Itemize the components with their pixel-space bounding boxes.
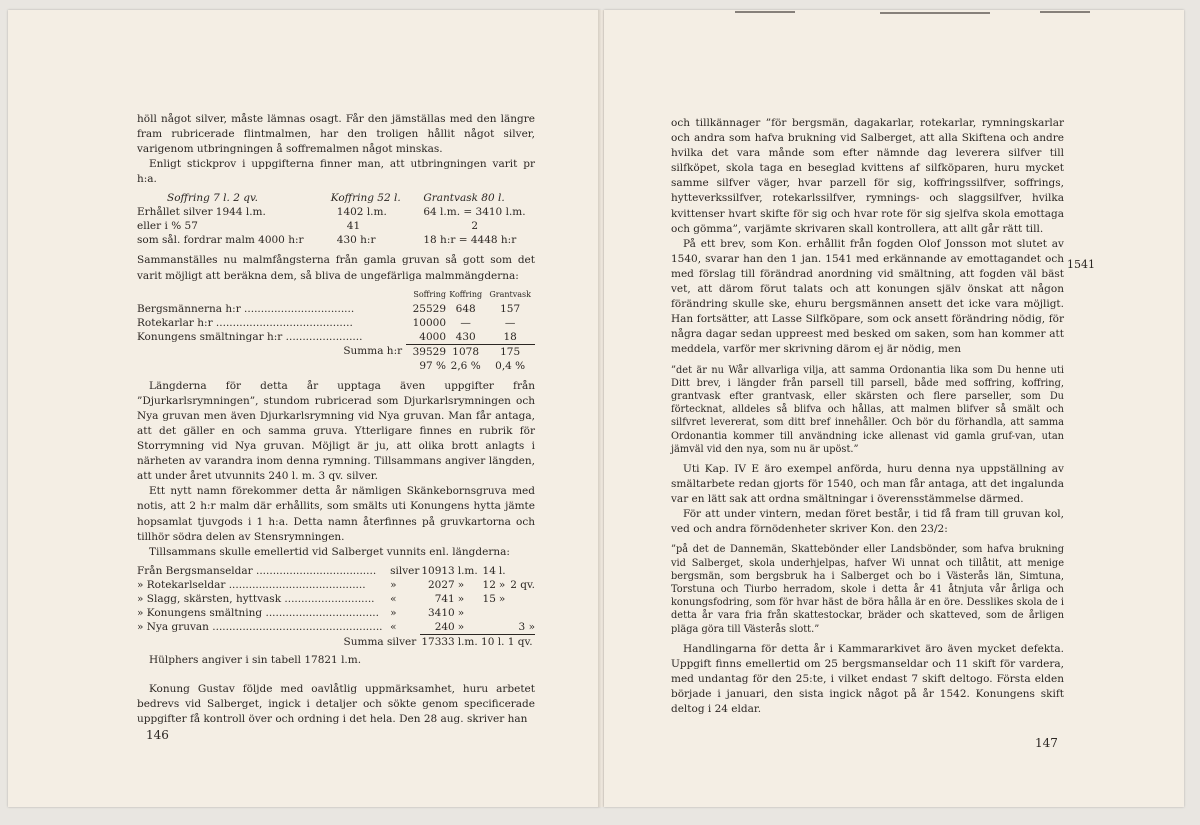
paragraph-intro: höll något silver, måste lämnas osagt. Får den jämställas med den längre fram rubricerade flintmalmen, har den troligen hållit något silver, varigenom utbringningen å soffremalmen något minskas. bbox=[137, 113, 535, 156]
table-cell: Erhållet silver 1944 l.m. bbox=[137, 206, 266, 219]
table-row-label: Från Bergsmanseldar .................................... bbox=[137, 564, 377, 577]
table-cell: — bbox=[504, 316, 516, 329]
quote-block-1: ”det är nu Wår allvarliga vilja, att samma Ordonantia lika som Du henne uti Ditt brev, i längder från parsell till parsell, både med soffring, koffring, grantvask efter grantvask, eller skärsten och flere parseller, som Du förtecknat, alldeles så blifva och hållas, att malmen blifver så smält och silfvret levererat, som ditt bref innehåller. Och bör du förhandla, att samma Ordonantia kommer till användning icke allenast vid gamla gruf-van, utan jämväl vid den nya, som nu är upöst.” bbox=[671, 364, 1064, 455]
page-edge-mark bbox=[735, 11, 795, 13]
table-cell: 648 bbox=[455, 302, 476, 315]
sum-cell: 17333 bbox=[421, 635, 455, 648]
paragraph-ettnytt: Ett nytt namn förekommer detta år nämligen Skänkebornsgruva med notis, att 2 h:r malm där erhållits, som smälts uti Konungens hytta jämte hopsamlat tjuvgods i 1 h:a. Detta namn återfinnes på gruvkartorna och tillhör södra delen av Stensrymningen. bbox=[137, 485, 535, 543]
table-cell: » bbox=[457, 578, 465, 591]
sum-cell: l.m. 10 l. 1 qv. bbox=[455, 634, 535, 649]
silver-total-table bbox=[137, 564, 535, 649]
paragraph-stickprov: Enligt stickprov i uppgifterna finner man, att utbringningen varit pr h:a. bbox=[137, 158, 535, 186]
table-row-label: » Konungens smältning .................................. bbox=[137, 606, 379, 619]
paragraph-2: På ett brev, som Kon. erhållit från fogden Olof Jonsson mot slutet av 1540, svarar han den 1 jan. 1541 med erkännande av emottagandet och med förslag till förändrad anordning vid smältning, att fogden väl bäst vet, att därom förut talats och att konungen själv önskat att någon förändring skulle ske, ehuru bergsmännen ansett det icke vara möjligt. Han fortsätter, att Lasse Silfköpare, som ock ansett förändring nödig, för några dagar sedan uppreest med besked om saken, som han kommer att meddela, varför mer skrivning därom ej är nödig, men bbox=[671, 237, 1064, 356]
table-cell: » bbox=[498, 592, 506, 605]
page-edge-mark bbox=[1040, 11, 1090, 13]
sum-cell: 39529 bbox=[406, 344, 446, 359]
quote-block-2: ”på det de Dannemän, Skattebönder eller Landsbönder, som hafva brukning vid Salberget, skola underhjelpas, hafver Wi unnat och tillåtit, att menige bergsmän, som bergsbruk ha i Salberget och bo i Västerås län, Simtuna, Torstuna och Tiurbo herradom, skole i detta år 41 åtnjuta vår årliga och konungsfodring, som för hvar häst de böra hålla är en öre. Desslikes skola de i detta år vara fria från skattestockar, bräder och skatteved, som de årligen pläga göra till Västerås slott.” bbox=[671, 544, 1064, 635]
table-cell: 64 l.m. = 3410 l.m. bbox=[423, 206, 526, 219]
table-cell: 741 bbox=[434, 592, 455, 605]
table-row-label: Konungens smältningar h:r ....................... bbox=[137, 330, 363, 343]
table-cell: 157 bbox=[500, 302, 521, 315]
table-cell: 3 » bbox=[518, 620, 535, 633]
sum-label: Summa silver bbox=[343, 635, 417, 648]
table-cell: l.m. bbox=[457, 564, 478, 577]
paragraph-hulphers: Hülphers angiver i sin tabell 17821 l.m. bbox=[149, 653, 362, 666]
table-cell: 3410 bbox=[428, 606, 455, 619]
table-cell: 240 bbox=[434, 620, 455, 633]
paragraph-tillsammans: Tillsammans skulle emellertid vid Salberget vunnits enl. längderna: bbox=[149, 545, 510, 558]
table-cell: » bbox=[457, 620, 465, 633]
table-cell: 41 bbox=[346, 220, 361, 233]
table-cell: — bbox=[460, 316, 471, 329]
table-cell: 430 h:r bbox=[336, 234, 376, 247]
table-cell: 18 h:r = 4448 h:r bbox=[423, 234, 517, 247]
paragraph-konung: Konung Gustav följde med oavlåtlig uppmärksamhet, huru arbetet bedrevs vid Salberget, ingick i detaljer och sökte genom specificerade uppgifter få kontroll över och ordning i det hela. Den 28 aug. skriver han bbox=[137, 682, 535, 726]
table-row-label: » Rotekarlseldar ......................................... bbox=[137, 578, 366, 591]
table-header: Soffring 7 l. 2 qv. bbox=[167, 192, 258, 205]
percent-cell: 97 % bbox=[419, 359, 447, 372]
table-cell: 2 qv. bbox=[510, 578, 535, 591]
table-header: Soffring bbox=[413, 289, 447, 299]
table-cell: » bbox=[457, 606, 465, 619]
table-header: Grantvask 80 l. bbox=[423, 192, 505, 205]
percent-cell: 2,6 % bbox=[450, 359, 481, 372]
table-cell: 2027 bbox=[428, 578, 455, 591]
table-cell: 2 bbox=[471, 220, 479, 233]
paragraph-3: Uti Kap. IV E äro exempel anförda, huru denna nya uppställning av smältarbete redan gjorts för 1540, och man får antaga, att det ingalunda var en lätt sak att ordna smältningar i överensstämmelse därmed. bbox=[671, 462, 1064, 506]
page-edge-mark bbox=[880, 12, 990, 14]
paragraph-4: För att under vintern, medan föret består, i tid få fram till gruvan kol, ved och andra förnödenheter skriver Kon. den 23/2: bbox=[671, 508, 1064, 536]
table-cell: 4000 bbox=[419, 330, 447, 343]
table-row-label: » Slagg, skärsten, hyttvask ........................... bbox=[137, 592, 375, 605]
table-cell bbox=[507, 564, 535, 578]
table-cell: » bbox=[498, 578, 506, 591]
table-cell: 15 bbox=[482, 592, 496, 605]
table-cell: 10913 bbox=[421, 564, 455, 577]
table-header: Grantvask bbox=[489, 289, 531, 299]
paragraph-langderna: Längderna för detta år upptaga även uppgifter från ”Djurkarlsrymningen”, stundom rubricerad som Djurkarlsrymningen och Nya gruvan men även Djurkarlsrymning vid Nya gruvan. Man får antaga, att det gäller en och samma gruva. Ytterligare finnes en rubrik för Storrymning vid Nya gruvan. Möjligt är ju, att olika brott anlagts i närheten av varandra inom denna rymning. Tillsammans angiver längden, att under året utvunnits 240 l. m. 3 qv. silver. bbox=[137, 379, 535, 483]
table-cell: 1402 l.m. bbox=[336, 206, 387, 219]
table-cell bbox=[507, 592, 535, 606]
sum-label: Summa h:r bbox=[343, 345, 403, 358]
right-text-column bbox=[671, 116, 1064, 717]
margin-year-note: 1541 bbox=[1067, 258, 1095, 271]
table-cell: som sål. fordrar malm 4000 h:r bbox=[137, 234, 304, 247]
table-cell: » bbox=[390, 606, 397, 619]
table-cell: « bbox=[390, 621, 397, 634]
percent-cell: 0,4 % bbox=[495, 359, 526, 372]
page-number-right: 147 bbox=[1035, 736, 1058, 750]
page-number-left: 146 bbox=[146, 728, 169, 742]
table-cell bbox=[481, 620, 496, 635]
yield-table bbox=[137, 191, 535, 247]
paragraph-5: Handlingarna för detta år i Kammararkivet äro även mycket defekta. Uppgift finns emellertid om 25 bergsmanseldar och 11 skift för vardera, med undantag för den 25:te, i vilket endast 7 skift deltogo. Första elden började i januari, den sista ingick något på år 1542. Konungens skift deltog i 24 eldar. bbox=[671, 642, 1064, 716]
table-cell: » bbox=[390, 578, 397, 591]
table-cell: l. bbox=[498, 564, 506, 577]
table-cell: 18 bbox=[503, 330, 517, 343]
table-row-label: Bergsmännerna h:r ................................. bbox=[137, 302, 355, 315]
ore-amounts-table bbox=[137, 288, 535, 373]
sum-cell: 175 bbox=[485, 344, 535, 359]
table-cell: 430 bbox=[455, 330, 476, 343]
table-cell bbox=[507, 606, 535, 620]
table-row-label: » Nya gruvan ................................................... bbox=[137, 621, 383, 634]
table-header: Koffring 52 l. bbox=[330, 192, 401, 205]
paragraph-1: och tillkännager ”för bergsmän, dagakarlar, rotekarlar, rymningskarlar och andra som hafva brukning vid Salberget, att alla Skiftena och andre hvilka det vara månde som efter nämnde dag leverera silfver till silfköpet, skola taga en beseglad kvittens af silfköparen, huru mycket samme silfver väger, hvar parzell för sig, koffringssilfver, soffrings, hytteverkssilfver, rotekarlssilfver, rymnings- och slaggsilfver, hvilka kvittenser hvart skifte för sig och hvar rote för sig sjelfva skola emottaga och gömma”, varjämte skrivaren skall kontrollera, att allt går rätt till. bbox=[671, 117, 1064, 235]
table-cell: eller i % 57 bbox=[137, 220, 198, 233]
table-cell bbox=[496, 620, 507, 635]
table-row-label: Rotekarlar h:r ......................................... bbox=[137, 316, 353, 329]
table-cell: « bbox=[390, 592, 397, 605]
paragraph-sammanstalls: Sammanställes nu malmfångsterna från gamla gruvan så gott som det varit möjligt att beräkna dem, så bliva de ungefärliga malmmängderna: bbox=[137, 254, 535, 282]
table-cell: 25529 bbox=[412, 302, 447, 315]
table-header: Koffring bbox=[449, 289, 483, 299]
table-cell: 12 bbox=[482, 578, 496, 591]
left-text-column bbox=[137, 112, 535, 727]
table-cell bbox=[496, 606, 507, 620]
table-cell: » bbox=[457, 592, 465, 605]
table-cell: silver bbox=[390, 564, 420, 577]
sum-cell: 1078 bbox=[446, 344, 485, 359]
table-cell bbox=[481, 606, 496, 620]
table-cell: 14 bbox=[482, 564, 496, 577]
table-cell: 10000 bbox=[412, 316, 447, 329]
